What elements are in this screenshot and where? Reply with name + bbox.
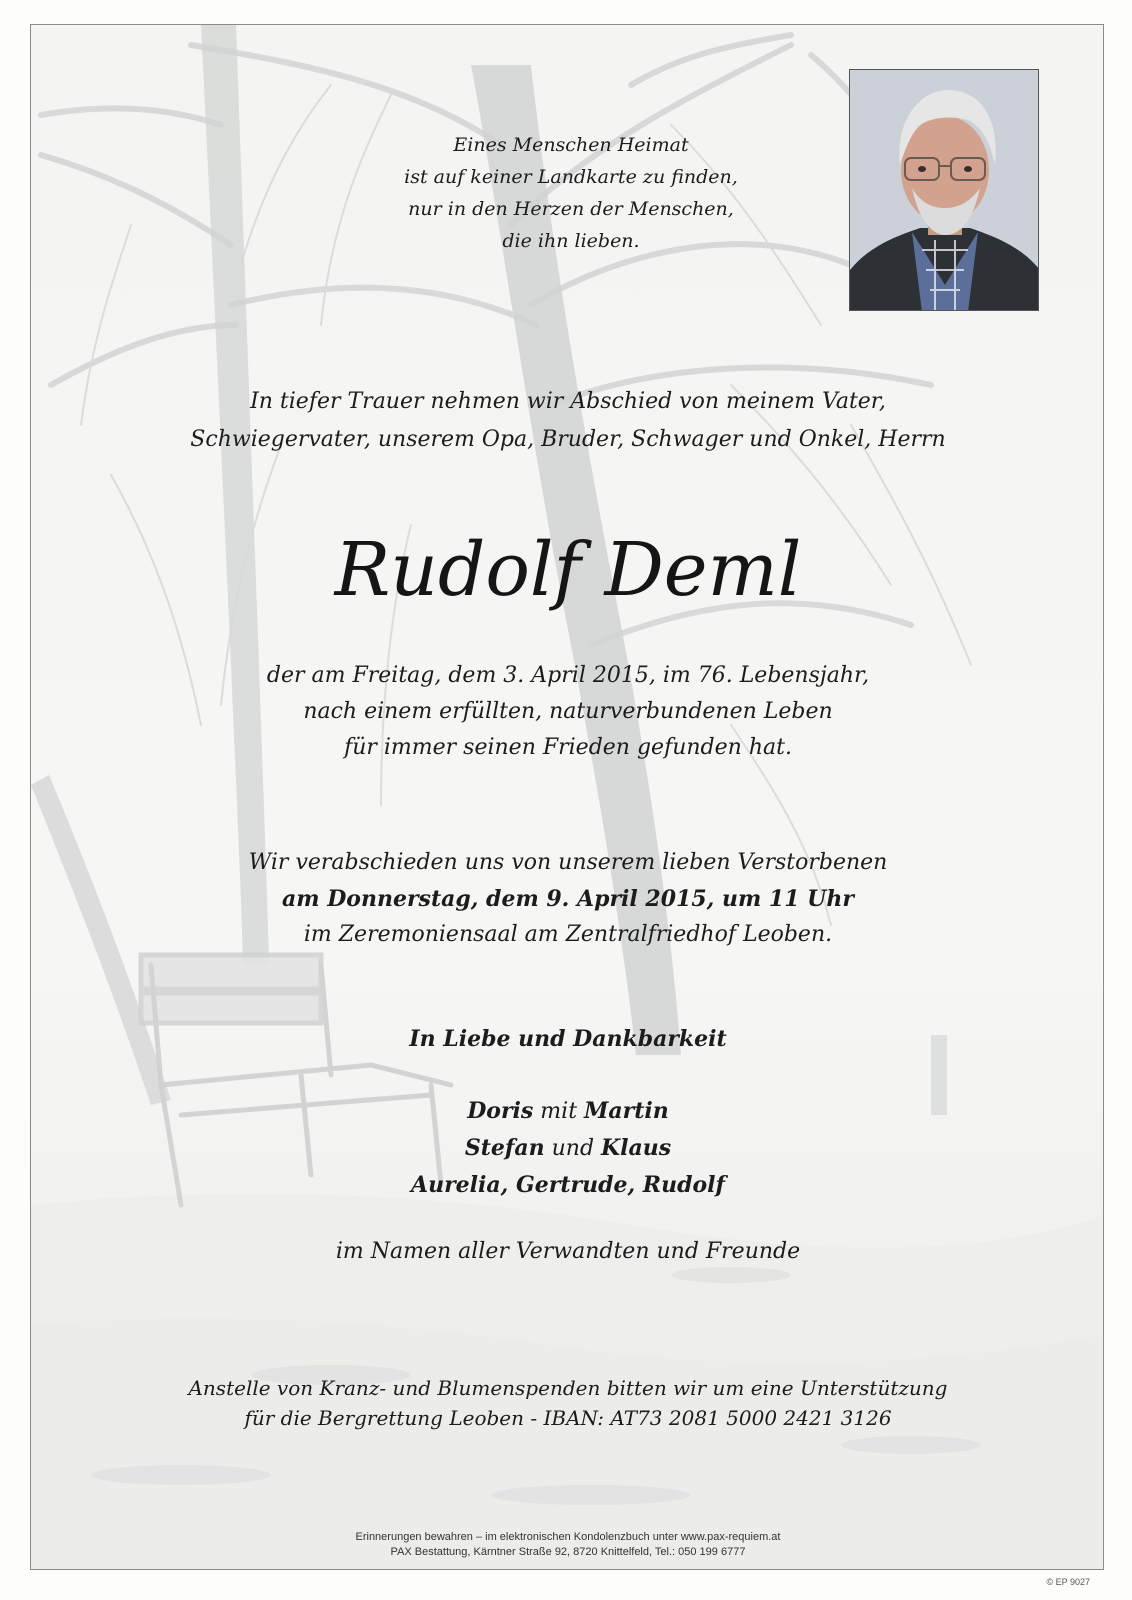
donation-block <box>31 1373 1104 1433</box>
death-line: nach einem erfüllten, naturverbundenen Leben <box>303 699 833 724</box>
footer-line: PAX Bestattung, Kärntner Straße 92, 8720 Knittelfeld, Tel.: 050 199 6777 <box>390 1546 746 1558</box>
family-name: Doris <box>467 1098 534 1124</box>
farewell-block <box>31 845 1104 953</box>
farewell-line: Wir verabschieden uns von unserem lieben Verstorbenen <box>248 850 888 875</box>
family-block <box>31 1093 1104 1203</box>
deceased-name: Rudolf Deml <box>334 527 802 613</box>
farewell-location: im Zeremoniensaal am Zentralfriedhof Leoben. <box>303 922 833 947</box>
motto-line: Eines Menschen Heimat <box>453 134 689 156</box>
obituary-frame <box>30 24 1104 1570</box>
death-info-block <box>31 658 1104 766</box>
motto-line: ist auf keiner Landkarte zu finden, <box>404 166 738 188</box>
thanks-heading: In Liebe und Dankbarkeit <box>409 1026 727 1052</box>
intro-line: Schwiegervater, unserem Opa, Bruder, Schwager und Onkel, Herrn <box>190 427 946 452</box>
portrait-illustration <box>850 70 1039 311</box>
portrait-photo <box>849 69 1039 311</box>
footer-block <box>31 1530 1104 1560</box>
family-connector: und <box>544 1136 602 1161</box>
family-connector: mit <box>533 1099 585 1124</box>
death-line: der am Freitag, dem 3. April 2015, im 76. Lebensjahr, <box>266 663 870 688</box>
ep-code: © EP 9027 <box>1046 1577 1090 1587</box>
family-line-1 <box>31 1093 1104 1130</box>
intro-block <box>31 383 1104 459</box>
motto-line: die ihn lieben. <box>502 230 640 252</box>
death-line: für immer seinen Frieden gefunden hat. <box>344 735 792 760</box>
donation-line: für die Bergrettung Leoben - IBAN: AT73 2081 5000 2421 3126 <box>244 1406 892 1430</box>
family-line-2 <box>31 1130 1104 1167</box>
footer-line: Erinnerungen bewahren – im elektronischen Kondolenzbuch unter www.pax-requiem.at <box>355 1531 781 1543</box>
family-name: Stefan <box>464 1135 545 1161</box>
intro-line: In tiefer Trauer nehmen wir Abschied von meinem Vater, <box>250 389 886 414</box>
donation-line: Anstelle von Kranz- und Blumenspenden bitten wir um eine Unterstützung <box>188 1376 948 1400</box>
family-name: Klaus <box>601 1135 672 1161</box>
relatives-line: im Namen aller Verwandten und Freunde <box>335 1239 801 1264</box>
family-name: Martin <box>584 1098 669 1124</box>
motto-line: nur in den Herzen der Menschen, <box>408 198 734 220</box>
family-line-3: Aurelia, Gertrude, Rudolf <box>411 1172 725 1198</box>
farewell-date: am Donnerstag, dem 9. April 2015, um 11 Uhr <box>282 886 854 912</box>
